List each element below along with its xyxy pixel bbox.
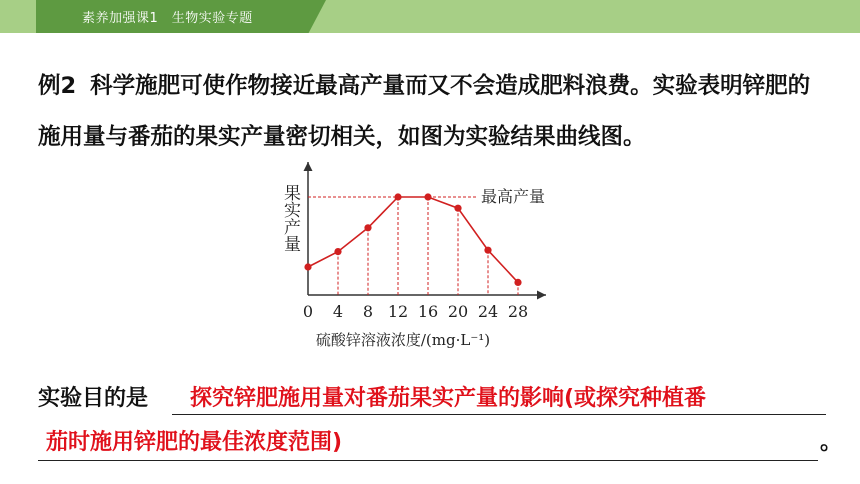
data-point [424,193,431,200]
data-point [304,263,311,270]
yield-chart [268,156,558,356]
x-tick-label: 0 [302,302,314,321]
data-point [454,205,461,212]
y-axis-label: 果实产量 [280,184,300,252]
question-label: 例2 [38,73,77,99]
x-tick-label: 4 [332,302,344,321]
x-tick-label: 16 [417,302,439,321]
data-point [334,248,341,255]
answer-suffix: 。 [820,430,843,455]
yield-series-line [308,197,518,282]
header-bar [0,0,860,33]
data-point [394,193,401,200]
x-tick-label: 28 [507,302,529,321]
x-tick-label: 24 [477,302,499,321]
answer-text-line-1: 探究锌肥施用量对番茄果实产量的影响(或探究种植番 [190,386,707,411]
max-yield-label: 最高产量 [481,187,546,206]
answer-text-line-2: 茄时施用锌肥的最佳浓度范围) [46,430,343,455]
header-title: 素养加强课1 生物实验专题 [82,11,253,26]
data-point [484,247,491,254]
data-point [364,224,371,231]
answer-prefix: 实验目的是 [38,386,149,411]
data-point [514,279,521,286]
x-tick-label: 8 [362,302,374,321]
x-tick-label: 20 [447,302,469,321]
question-text: 科学施肥可使作物接近最高产量而又不会造成肥料浪费。实验表明锌肥的施用量与番茄的果实产量密切相关，如图为实验结果曲线图。 [38,73,811,150]
x-tick-label: 12 [387,302,409,321]
question-paragraph [38,61,828,163]
x-axis-label: 硫酸锌溶液浓度/(mg·L⁻¹) [315,331,491,349]
